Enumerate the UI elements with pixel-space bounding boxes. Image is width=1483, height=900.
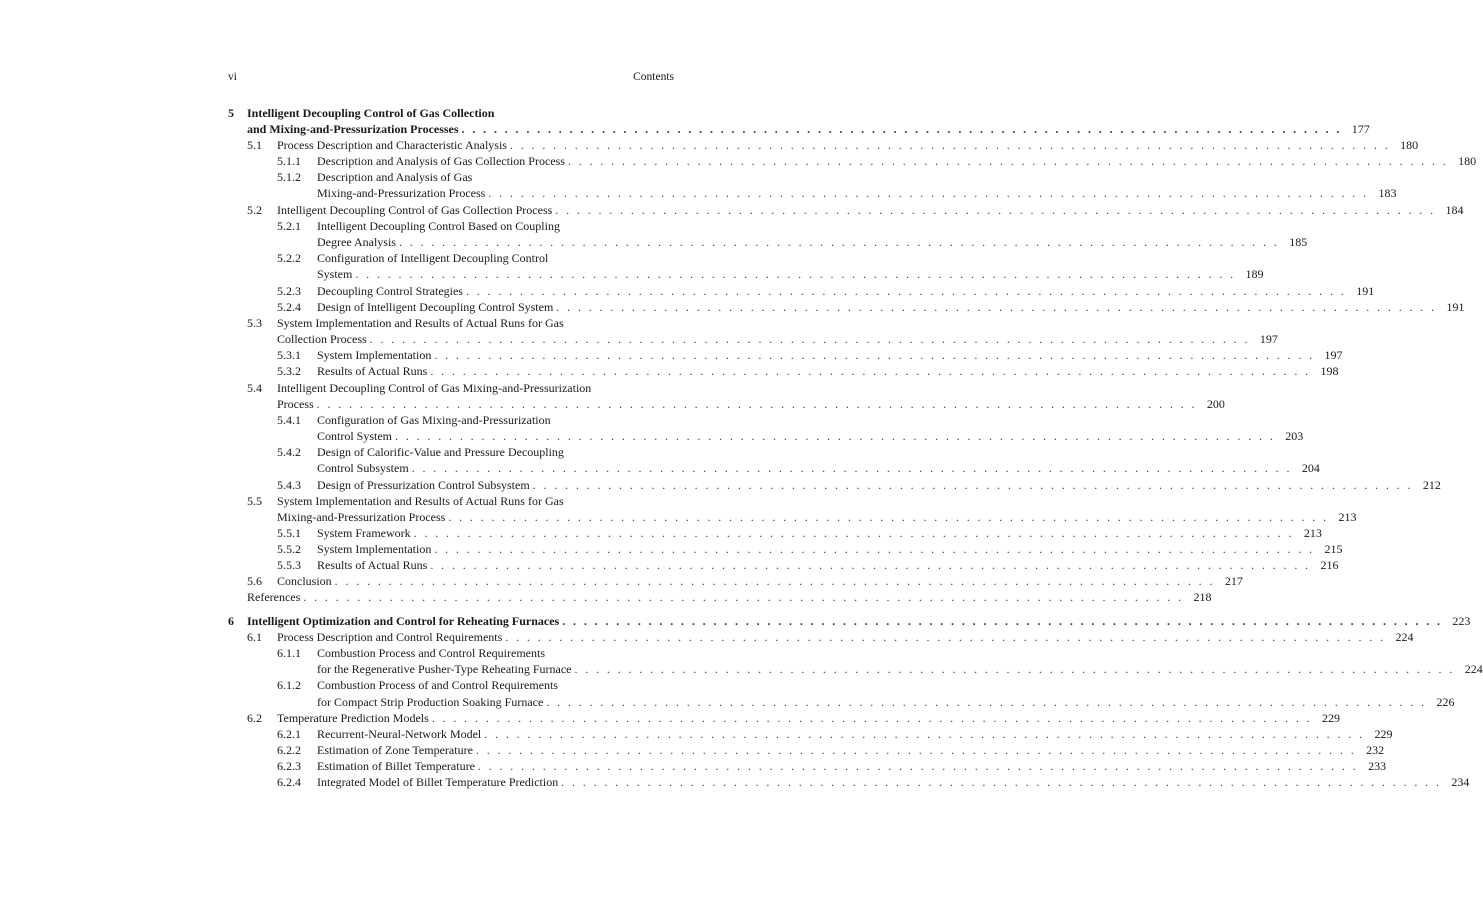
toc-page-number: 223 bbox=[1452, 614, 1471, 628]
toc-title-line1: System Implementation and Results of Actual Runs for Gas bbox=[277, 494, 564, 508]
toc-title: Results of Actual Runs bbox=[317, 558, 428, 572]
toc-title: Conclusion bbox=[277, 574, 332, 588]
toc-number: 6.2.3 bbox=[277, 759, 301, 773]
toc-page-number: 203 bbox=[1285, 429, 1304, 443]
dot-leader: . . . . . . . . . . . . . . . . . . . . . . . . . . . . . . . . . . . . . . . . . . . . . . . . . . . . . . . . . . . . . . . . . . . . . . . . . . . . . . . . . . bbox=[509, 138, 1391, 152]
toc-number: 5.2.3 bbox=[277, 284, 301, 298]
toc-number: 6.1.1 bbox=[277, 646, 301, 660]
toc-number: 6.2 bbox=[247, 711, 262, 725]
toc-title-line1: Configuration of Intelligent Decoupling Control bbox=[317, 251, 549, 265]
toc-page-number: 233 bbox=[1368, 759, 1387, 773]
toc-number: 6.2.1 bbox=[277, 727, 301, 741]
dot-leader: . . . . . . . . . . . . . . . . . . . . . . . . . . . . . . . . . . . . . . . . . . . . . . . . . . . . . . . . . . . . . . . . . . . . . . . . . . . . . . . . . . bbox=[431, 711, 1312, 725]
toc-number: 5.1.1 bbox=[277, 154, 301, 168]
toc-page-number: 212 bbox=[1422, 478, 1441, 492]
toc-page-number: 191 bbox=[1356, 284, 1375, 298]
toc-number: 5.2.4 bbox=[277, 300, 301, 314]
toc-title: Process Description and Characteristic Analysis bbox=[277, 138, 507, 152]
dot-leader: . . . . . . . . . . . . . . . . . . . . . . . . . . . . . . . . . . . . . . . . . . . . . . . . . . . . . . . . . . . . . . . . . . . . . . . . . . . . . . . . . . bbox=[477, 759, 1359, 773]
toc-number: 5 bbox=[228, 106, 234, 120]
toc-page-number: 200 bbox=[1206, 397, 1225, 411]
toc-title-line1: Design of Calorific-Value and Pressure Decoupling bbox=[317, 445, 564, 459]
toc-page-number: 185 bbox=[1289, 235, 1308, 249]
toc-page-number: 226 bbox=[1436, 695, 1455, 709]
toc-page-number: 197 bbox=[1259, 332, 1278, 346]
toc-number: 6 bbox=[228, 614, 234, 628]
dot-leader: . . . . . . . . . . . . . . . . . . . . . . . . . . . . . . . . . . . . . . . . . . . . . . . . . . . . . . . . . . . . . . . . . . . . . . . . . . . . . . . . . . bbox=[398, 235, 1280, 249]
toc-number: 5.3 bbox=[247, 316, 262, 330]
toc-title: Results of Actual Runs bbox=[317, 364, 428, 378]
toc-number: 5.4 bbox=[247, 381, 262, 395]
dot-leader: . . . . . . . . . . . . . . . . . . . . . . . . . . . . . . . . . . . . . . . . . . . . . . . . . . . . . . . . . . . . . . . . . . . . . . . . . . . . . . . . . . bbox=[556, 300, 1437, 314]
page-header bbox=[228, 69, 674, 85]
toc-number: 5.4.1 bbox=[277, 413, 301, 427]
toc-title: for the Regenerative Pusher-Type Reheating Furnace bbox=[317, 662, 572, 676]
toc-number: 6.2.4 bbox=[277, 775, 301, 789]
dot-leader: . . . . . . . . . . . . . . . . . . . . . . . . . . . . . . . . . . . . . . . . . . . . . . . . . . . . . . . . . . . . . . . . . . . . . . . . . . . . . . . . . . bbox=[532, 478, 1413, 492]
toc-title-line1: Description and Analysis of Gas bbox=[317, 170, 473, 184]
toc-title-line1: System Implementation and Results of Actual Runs for Gas bbox=[277, 316, 564, 330]
dot-leader: . . . . . . . . . . . . . . . . . . . . . . . . . . . . . . . . . . . . . . . . . . . . . . . . . . . . . . . . . . . . . . . . . . . . . . . . . . . . . . . . . . bbox=[413, 526, 1294, 540]
dot-leader: . . . . . . . . . . . . . . . . . . . . . . . . . . . . . . . . . . . . . . . . . . . . . . . . . . . . . . . . . . . . . . . . . . . . . . . . . . . . . . . . . . bbox=[434, 542, 1315, 556]
dot-leader: . . . . . . . . . . . . . . . . . . . . . . . . . . . . . . . . . . . . . . . . . . . . . . . . . . . . . . . . . . . . . . . . . . . . . . . . . . . . . . . . . . bbox=[448, 510, 1329, 524]
toc-number: 5.5.3 bbox=[277, 558, 301, 572]
dot-leader: . . . . . . . . . . . . . . . . . . . . . . . . . . . . . . . . . . . . . . . . . . . . . . . . . . . . . . . . . . . . . . . . . . . . . . . . . . . . . . . . . . bbox=[574, 662, 1455, 676]
toc-page-number: 204 bbox=[1301, 461, 1320, 475]
toc-number: 6.1.2 bbox=[277, 678, 301, 692]
toc-title: References bbox=[247, 590, 301, 604]
running-title: Contents bbox=[633, 71, 674, 83]
toc-page-number: 177 bbox=[1351, 122, 1370, 136]
toc-page-number: 184 bbox=[1445, 203, 1464, 217]
toc-title: Design of Pressurization Control Subsystem bbox=[317, 478, 530, 492]
toc-title: Recurrent-Neural-Network Model bbox=[317, 727, 482, 741]
page-number: vi bbox=[228, 71, 237, 83]
dot-leader: . . . . . . . . . . . . . . . . . . . . . . . . . . . . . . . . . . . . . . . . . . . . . . . . . . . . . . . . . . . . . . . . . . . . . . . . . . . . . . . . . . bbox=[475, 743, 1357, 757]
toc-title: System Implementation bbox=[317, 348, 432, 362]
dot-leader: . . . . . . . . . . . . . . . . . . . . . . . . . . . . . . . . . . . . . . . . . . . . . . . . . . . . . . . . . . . . . . . . . . . . . . . . . . . . . . . . . . bbox=[303, 590, 1184, 604]
toc-title: Process bbox=[277, 397, 314, 411]
toc-title: Decoupling Control Strategies bbox=[317, 284, 463, 298]
toc-title: System bbox=[317, 267, 353, 281]
toc-title: Design of Intelligent Decoupling Control System bbox=[317, 300, 554, 314]
dot-leader: . . . . . . . . . . . . . . . . . . . . . . . . . . . . . . . . . . . . . . . . . . . . . . . . . . . . . . . . . . . . . . . . . . . . . . . . . . . . . . . . . . bbox=[505, 630, 1386, 644]
toc-number: 5.5 bbox=[247, 494, 262, 508]
dot-leader: . . . . . . . . . . . . . . . . . . . . . . . . . . . . . . . . . . . . . . . . . . . . . . . . . . . . . . . . . . . . . . . . . . . . . . . . . . . . . . . . . . bbox=[430, 558, 1311, 572]
dot-leader: . . . . . . . . . . . . . . . . . . . . . . . . . . . . . . . . . . . . . . . . . . . . . . . . . . . . . . . . . . . . . . . . . . . . . . . . . . . . . . . . . . bbox=[369, 332, 1250, 346]
dot-leader: . . . . . . . . . . . . . . . . . . . . . . . . . . . . . . . . . . . . . . . . . . . . . . . . . . . . . . . . . . . . . . . . . . . . . . . . . . . . . . . . . . bbox=[395, 429, 1276, 443]
toc-title: System Implementation bbox=[317, 542, 432, 556]
toc-title-line1: Configuration of Gas Mixing-and-Pressurization bbox=[317, 413, 551, 427]
toc-title-line1: Combustion Process of and Control Requirements bbox=[317, 678, 558, 692]
dot-leader: . . . . . . . . . . . . . . . . . . . . . . . . . . . . . . . . . . . . . . . . . . . . . . . . . . . . . . . . . . . . . . . . . . . . . . . . . . . . . . . . . . bbox=[430, 364, 1311, 378]
toc-number: 5.3.2 bbox=[277, 364, 301, 378]
toc-title: Collection Process bbox=[277, 332, 367, 346]
toc-number: 6.2.2 bbox=[277, 743, 301, 757]
toc-page-number: 191 bbox=[1446, 300, 1465, 314]
toc-number: 5.4.2 bbox=[277, 445, 301, 459]
dot-leader: . . . . . . . . . . . . . . . . . . . . . . . . . . . . . . . . . . . . . . . . . . . . . . . . . . . . . . . . . . . . . . . . . . . . . . . . . . . . . . . . . . bbox=[411, 461, 1292, 475]
toc-page-number: 183 bbox=[1378, 186, 1397, 200]
dot-leader: . . . . . . . . . . . . . . . . . . . . . . . . . . . . . . . . . . . . . . . . . . . . . . . . . . . . . . . . . . . . . . . . . . . . . . . . . . . . . . . . . . bbox=[555, 203, 1436, 217]
dot-leader: . . . . . . . . . . . . . . . . . . . . . . . . . . . . . . . . . . . . . . . . . . . . . . . . . . . . . . . . . . . . . . . . . . . . . . . . . . . . . . . . . . bbox=[484, 727, 1365, 741]
dot-leader: . . . . . . . . . . . . . . . . . . . . . . . . . . . . . . . . . . . . . . . . . . . . . . . . . . . . . . . . . . . . . . . . . . . . . . . . . . . . . . . . . . bbox=[465, 284, 1347, 298]
toc-title: Integrated Model of Billet Temperature Prediction bbox=[317, 775, 559, 789]
toc-page-number: 234 bbox=[1451, 775, 1470, 789]
toc-number: 5.5.1 bbox=[277, 526, 301, 540]
toc-number: 5.1 bbox=[247, 138, 262, 152]
toc-title: Control Subsystem bbox=[317, 461, 409, 475]
toc-page-number: 198 bbox=[1320, 364, 1339, 378]
toc-number: 5.5.2 bbox=[277, 542, 301, 556]
toc-title-line1: Intelligent Decoupling Control Based on Coupling bbox=[317, 219, 560, 233]
toc-number: 5.2 bbox=[247, 203, 262, 217]
toc-number: 5.4.3 bbox=[277, 478, 301, 492]
dot-leader: . . . . . . . . . . . . . . . . . . . . . . . . . . . . . . . . . . . . . . . . . . . . . . . . . . . . . . . . . . . . . . . . . . . . . . . . . . . . . . . . . . bbox=[567, 154, 1449, 168]
dot-leader: . . . . . . . . . . . . . . . . . . . . . . . . . . . . . . . . . . . . . . . . . . . . . . . . . . . . . . . . . . . . . . . . . . . . . . . . . . . . . . . . . . bbox=[488, 186, 1369, 200]
toc-number: 5.3.1 bbox=[277, 348, 301, 362]
dot-leader: . . . . . . . . . . . . . . . . . . . . . . . . . . . . . . . . . . . . . . . . . . . . . . . . . . . . . . . . . . . . . . . . . . . . . . . . . . . . . . . . . . bbox=[562, 614, 1443, 628]
toc-title: Intelligent Optimization and Control for Reheating Furnaces bbox=[247, 614, 560, 628]
dot-leader: . . . . . . . . . . . . . . . . . . . . . . . . . . . . . . . . . . . . . . . . . . . . . . . . . . . . . . . . . . . . . . . . . . . . . . . . . . . . . . . . . . bbox=[561, 775, 1442, 789]
toc-page-number: 224 bbox=[1395, 630, 1414, 644]
toc-page-number: 229 bbox=[1374, 727, 1393, 741]
toc-title: Process Description and Control Requirements bbox=[277, 630, 503, 644]
toc-title: Estimation of Billet Temperature bbox=[317, 759, 475, 773]
toc-page-number: 180 bbox=[1458, 154, 1477, 168]
toc-page-number: 215 bbox=[1324, 542, 1343, 556]
toc-number: 5.1.2 bbox=[277, 170, 301, 184]
dot-leader: . . . . . . . . . . . . . . . . . . . . . . . . . . . . . . . . . . . . . . . . . . . . . . . . . . . . . . . . . . . . . . . . . . . . . . . . . . . . . . . . . . bbox=[334, 574, 1215, 588]
toc-number: 5.2.1 bbox=[277, 219, 301, 233]
toc-page-number: 216 bbox=[1320, 558, 1339, 572]
toc-page-number: 213 bbox=[1338, 510, 1357, 524]
toc-page-number: 217 bbox=[1224, 574, 1243, 588]
dot-leader: . . . . . . . . . . . . . . . . . . . . . . . . . . . . . . . . . . . . . . . . . . . . . . . . . . . . . . . . . . . . . . . . . . . . . . . . . . . . . . . . . . bbox=[316, 397, 1197, 411]
dot-leader: . . . . . . . . . . . . . . . . . . . . . . . . . . . . . . . . . . . . . . . . . . . . . . . . . . . . . . . . . . . . . . . . . . . . . . . . . . . . . . . . . . bbox=[434, 348, 1315, 362]
toc-number: 5.2.2 bbox=[277, 251, 301, 265]
toc-title: Intelligent Decoupling Control of Gas Collection Process bbox=[277, 203, 553, 217]
toc-title: Estimation of Zone Temperature bbox=[317, 743, 473, 757]
dot-leader: . . . . . . . . . . . . . . . . . . . . . . . . . . . . . . . . . . . . . . . . . . . . . . . . . . . . . . . . . . . . . . . . . . . . . . . . . . . . . . . . . . bbox=[461, 122, 1342, 136]
toc-title: Degree Analysis bbox=[317, 235, 396, 249]
toc-title: for Compact Strip Production Soaking Furnace bbox=[317, 695, 544, 709]
toc-page-number: 197 bbox=[1324, 348, 1343, 362]
toc-title: Mixing-and-Pressurization Process bbox=[317, 186, 486, 200]
toc-title: Control System bbox=[317, 429, 393, 443]
toc-page-number: 189 bbox=[1245, 267, 1264, 281]
toc-number: 5.6 bbox=[247, 574, 262, 588]
dot-leader: . . . . . . . . . . . . . . . . . . . . . . . . . . . . . . . . . . . . . . . . . . . . . . . . . . . . . . . . . . . . . . . . . . . . . . . . . . . . . . . . . . bbox=[355, 267, 1236, 281]
toc-number: 6.1 bbox=[247, 630, 262, 644]
toc-title: System Framework bbox=[317, 526, 411, 540]
toc-title: and Mixing-and-Pressurization Processes bbox=[247, 122, 459, 136]
toc-title: Description and Analysis of Gas Collection Process bbox=[317, 154, 565, 168]
toc-page-number: 229 bbox=[1321, 711, 1340, 725]
toc-title: Mixing-and-Pressurization Process bbox=[277, 510, 446, 524]
toc-page-number: 180 bbox=[1400, 138, 1419, 152]
toc-title: Temperature Prediction Models bbox=[277, 711, 429, 725]
toc-page-number: 218 bbox=[1193, 590, 1212, 604]
toc-page-number: 213 bbox=[1303, 526, 1322, 540]
toc-page-number: 224 bbox=[1464, 662, 1483, 676]
dot-leader: . . . . . . . . . . . . . . . . . . . . . . . . . . . . . . . . . . . . . . . . . . . . . . . . . . . . . . . . . . . . . . . . . . . . . . . . . . . . . . . . . . bbox=[546, 695, 1427, 709]
toc-page-number: 232 bbox=[1366, 743, 1385, 757]
toc-title-line1: Intelligent Decoupling Control of Gas Collection bbox=[247, 106, 495, 120]
toc-title-line1: Intelligent Decoupling Control of Gas Mixing-and-Pressurization bbox=[277, 381, 592, 395]
toc-title-line1: Combustion Process and Control Requirements bbox=[317, 646, 545, 660]
